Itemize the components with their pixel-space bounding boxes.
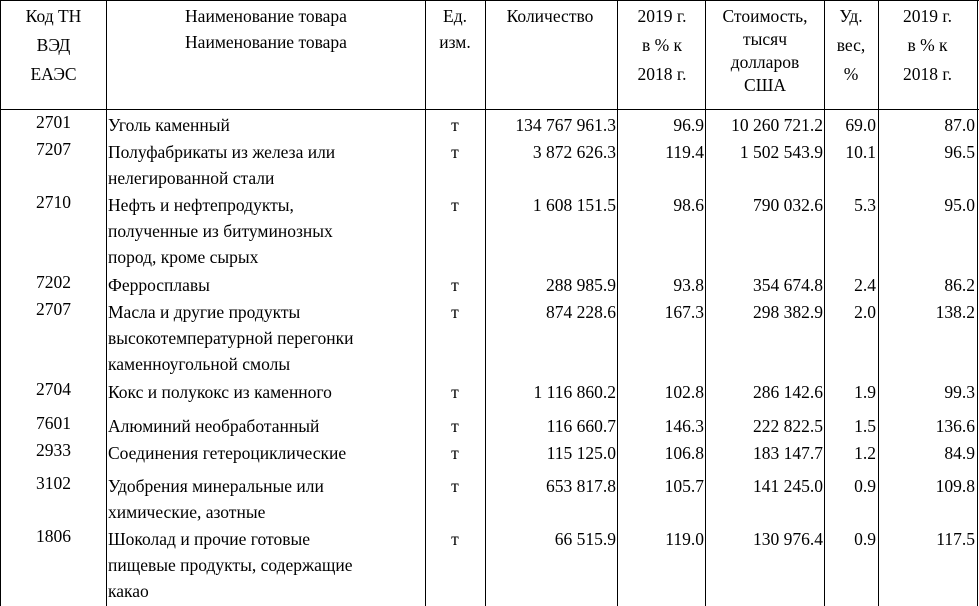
cell-unit: т (451, 443, 459, 463)
cell-quantity-percent: 119.0 (665, 529, 704, 549)
cell-quantity: 874 228.6 (546, 302, 616, 322)
header-value-line: тысяч (742, 29, 788, 49)
cell-code: 7202 (36, 272, 71, 292)
cell-name-line: высокотемпературной перегонки (108, 328, 354, 348)
cell-value-percent: 87.0 (944, 115, 975, 135)
header-quantity-line: Количество (506, 6, 594, 26)
cell-value-percent: 99.3 (944, 382, 975, 402)
cell-value: 790 032.6 (753, 195, 823, 215)
cell-value: 298 382.9 (753, 302, 823, 322)
col-border-6 (824, 0, 825, 606)
cell-value-percent: 117.5 (936, 529, 975, 549)
cell-value-percent: 136.6 (935, 416, 975, 436)
header-value-line: Стоимость, (722, 6, 808, 26)
cell-name-line: Кокс и полукокс из каменного (108, 382, 332, 402)
cell-value: 286 142.6 (753, 382, 823, 402)
cell-quantity-percent: 146.3 (664, 416, 704, 436)
cell-quantity: 134 767 961.3 (515, 115, 616, 135)
cell-share: 0.9 (854, 529, 876, 549)
cell-quantity-percent: 102.8 (664, 382, 704, 402)
cell-share: 69.0 (845, 115, 876, 135)
col-border-4 (617, 0, 618, 606)
cell-share: 1.9 (854, 382, 876, 402)
cell-unit: т (451, 275, 459, 295)
cell-code: 2704 (36, 379, 71, 399)
col-border-5 (705, 0, 706, 606)
cell-share: 2.4 (854, 275, 876, 295)
header-name-line: Наименование товара (185, 32, 347, 52)
cell-name-line: нелегированной стали (108, 168, 275, 188)
header-bottom-border (0, 109, 979, 110)
cell-quantity-percent: 119.4 (665, 142, 704, 162)
cell-share: 5.3 (854, 195, 876, 215)
col-border-7 (878, 0, 879, 606)
cell-value: 141 245.0 (753, 476, 823, 496)
cell-quantity: 653 817.8 (546, 476, 616, 496)
cell-name-line: Полуфабрикаты из железа или (108, 142, 336, 162)
header-value-line: долларов (730, 52, 800, 72)
cell-value-percent: 138.2 (935, 302, 975, 322)
cell-code: 1806 (36, 526, 71, 546)
cell-share: 2.0 (854, 302, 876, 322)
cell-code: 2710 (36, 192, 71, 212)
cell-name-line: пород, кроме сырых (108, 247, 259, 267)
cell-share: 0.9 (854, 476, 876, 496)
cell-quantity: 116 660.7 (546, 416, 616, 436)
cell-value-percent: 95.0 (944, 195, 975, 215)
cell-value: 10 260 721.2 (731, 115, 823, 135)
cell-name-line: каменноугольной смолы (108, 354, 291, 374)
cell-value: 1 502 543.9 (739, 142, 823, 162)
cell-unit: т (451, 302, 459, 322)
cell-name-line: Шоколад и прочие готовые (108, 529, 310, 549)
cell-name-line: пищевые продукты, содержащие (108, 555, 353, 575)
cell-unit: т (451, 476, 459, 496)
cell-code: 2707 (36, 299, 71, 319)
cell-quantity: 66 515.9 (554, 529, 616, 549)
cell-code: 3102 (36, 473, 71, 493)
cell-value: 222 822.5 (753, 416, 823, 436)
cell-value-percent: 84.9 (944, 443, 975, 463)
cell-share: 10.1 (845, 142, 876, 162)
col-border-8 (977, 0, 978, 606)
cell-name-line: Алюминий необработанный (108, 416, 320, 436)
header-code-line: ЕАЭС (30, 64, 77, 84)
header-share-line: Уд. (839, 6, 863, 26)
cell-code: 7207 (36, 139, 71, 159)
cell-value-percent: 96.5 (944, 142, 975, 162)
cell-unit: т (451, 529, 459, 549)
header-code-line: Код ТН (25, 6, 82, 26)
cell-name-line: какао (108, 581, 149, 601)
cell-unit: т (451, 142, 459, 162)
header-unit-line: Ед. (443, 6, 467, 26)
cell-quantity: 115 125.0 (546, 443, 616, 463)
cell-name-line: Уголь каменный (108, 115, 230, 135)
cell-name-line: Соединения гетероциклические (108, 443, 347, 463)
cell-unit: т (451, 382, 459, 402)
cell-code: 2933 (36, 440, 71, 460)
header-quantity-percent-line: 2019 г. (637, 6, 687, 26)
header-top-border (0, 0, 979, 1)
cell-code: 2701 (36, 112, 71, 132)
cell-value-percent: 109.8 (935, 476, 975, 496)
header-value-percent-line: в % к (907, 35, 948, 55)
cell-value: 354 674.8 (753, 275, 823, 295)
cell-quantity: 3 872 626.3 (532, 142, 616, 162)
cell-unit: т (451, 416, 459, 436)
cell-quantity-percent: 96.9 (673, 115, 704, 135)
cell-quantity: 1 608 151.5 (532, 195, 616, 215)
cell-quantity: 288 985.9 (546, 275, 616, 295)
header-code-line: ВЭД (36, 35, 71, 55)
header-unit-line: изм. (439, 32, 471, 52)
cell-name-line: Нефть и нефтепродукты, (108, 195, 294, 215)
cell-quantity-percent: 106.8 (664, 443, 704, 463)
header-quantity-percent-line: в % к (641, 35, 683, 55)
cell-code: 7601 (36, 413, 71, 433)
cell-value: 183 147.7 (753, 443, 823, 463)
cell-name-line: Масла и другие продукты (108, 302, 301, 322)
header-quantity-percent-line: 2018 г. (637, 64, 687, 84)
cell-quantity-percent: 167.3 (664, 302, 704, 322)
cell-quantity: 1 116 860.2 (533, 382, 616, 402)
cell-share: 1.5 (854, 416, 876, 436)
cell-quantity-percent: 93.8 (673, 275, 704, 295)
cell-quantity-percent: 105.7 (664, 476, 704, 496)
cell-quantity-percent: 98.6 (673, 195, 704, 215)
cell-share: 1.2 (854, 443, 876, 463)
cell-unit: т (451, 115, 459, 135)
header-value-line: США (744, 75, 786, 95)
header-name-line: Наименование товара (185, 6, 347, 26)
cell-unit: т (451, 195, 459, 215)
cell-name-line: Удобрения минеральные или (108, 476, 324, 496)
header-value-percent-line: 2019 г. (903, 6, 952, 26)
cell-value-percent: 86.2 (944, 275, 975, 295)
cell-name-line: полученные из битуминозных (108, 221, 333, 241)
header-value-percent-line: 2018 г. (903, 64, 952, 84)
header-share-line: вес, (836, 35, 866, 55)
cell-value: 130 976.4 (753, 529, 823, 549)
header-share-line: % (843, 64, 859, 84)
cell-name-line: химические, азотные (108, 502, 266, 522)
cell-name-line: Ферросплавы (108, 275, 210, 295)
